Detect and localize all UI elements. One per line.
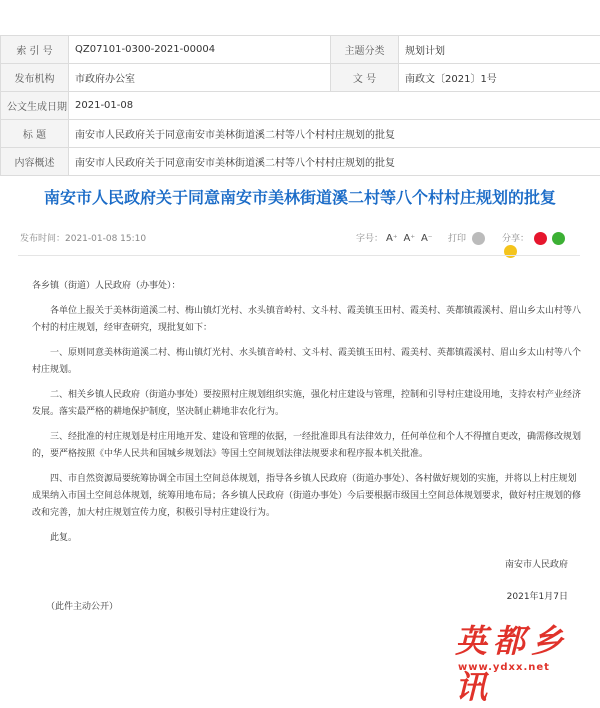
signer: 南安市人民政府 [505, 556, 568, 574]
paragraph: 四、市自然资源局要统筹协调全市国土空间总体规划，指导各乡镇人民政府（街道办事处）、各村做好规划的实施，并将以上村庄规划成果纳入市国土空间总体规划，统筹用地布局；各乡镇人民政府（街道办事处）今后要根据市级国土空间总体规划要求，做好村庄规划的修改和完善，加大村庄规划宣传力度，积极引导村庄建设行为。 [32, 471, 584, 522]
watermark-logo: 英都乡讯 [455, 616, 600, 708]
article-info-bar [20, 227, 580, 247]
printer-icon [472, 232, 485, 245]
wechat-icon[interactable] [552, 232, 565, 245]
paragraph: 一、原则同意美林街道溪二村、梅山镇灯光村、水头镇音岭村、文斗村、霞美镇玉田村、霞美村、英都镇霞溪村、眉山乡太山村等八个村庄规划。 [32, 345, 584, 379]
meta-row-date [1, 92, 600, 120]
share-label: 分享： [502, 234, 529, 244]
summary-label: 内容概述 [1, 148, 69, 176]
weibo-icon[interactable] [534, 232, 547, 245]
subject-value: 南安市人民政府关于同意南安市美林街道溪二村等八个村村庄规划的批复 [69, 120, 600, 148]
public-note: （此件主动公开） [46, 599, 118, 612]
category-value: 规划计划 [399, 36, 600, 64]
font-size-medium-button[interactable]: A [403, 233, 410, 244]
summary-value: 南安市人民政府关于同意南安市美林街道溪二村等八个村村庄规划的批复 [69, 148, 600, 176]
font-size-small-button[interactable]: A [421, 233, 428, 244]
qzone-icon[interactable] [504, 245, 517, 258]
font-size-label: 字号： [356, 234, 383, 244]
font-size-large-button[interactable]: A [386, 233, 393, 244]
salutation: 各乡镇（街道）人民政府（办事处）： [32, 278, 584, 295]
subject-label: 标 题 [1, 120, 69, 148]
paragraph: 各单位上报关于美林街道溪二村、梅山镇灯光村、水头镇音岭村、文斗村、霞美镇玉田村、霞美村、英都镇霞溪村、眉山乡太山村等八个村的村庄规划，经审查研究，现批复如下： [32, 303, 584, 337]
index-label: 索 引 号 [1, 36, 69, 64]
article-title: 南安市人民政府关于同意南安市美林街道溪二村等八个村村庄规划的批复 [0, 185, 600, 208]
signature-block [505, 556, 568, 606]
font-size-controls: 字号： A⁺ A⁺ A⁻ [356, 231, 433, 244]
meta-row-index [1, 36, 600, 64]
article-body [32, 278, 584, 555]
document-info-table [0, 35, 600, 176]
date-value: 2021-01-08 [69, 92, 600, 120]
title-divider [18, 255, 580, 256]
paragraph: 三、经批准的村庄规划是村庄用地开发、建设和管理的依据，一经批准即具有法律效力，任何单位和个人不得擅自更改，确需修改规划的，要严格按照《中华人民共和国城乡规划法》等国土空间规划法律法规要求和程序报本机关批准。 [32, 429, 584, 463]
closing: 此复。 [32, 530, 584, 547]
sign-date: 2021年1月7日 [505, 588, 568, 606]
meta-row-subject [1, 120, 600, 148]
meta-row-issuer [1, 64, 600, 92]
watermark-url: www.ydxx.net [458, 662, 550, 673]
index-value: QZ07101-0300-2021-00004 [69, 36, 331, 64]
issuer-label: 发布机构 [1, 64, 69, 92]
docno-value: 南政文〔2021〕1号 [399, 64, 600, 92]
print-button[interactable] [448, 231, 485, 245]
share-controls [502, 231, 580, 258]
print-label: 打印 [448, 234, 466, 244]
meta-row-summary [1, 148, 600, 176]
date-label: 公文生成日期 [1, 92, 69, 120]
docno-label: 文 号 [331, 64, 399, 92]
category-label: 主题分类 [331, 36, 399, 64]
issuer-value: 市政府办公室 [69, 64, 331, 92]
paragraph: 二、相关乡镇人民政府（街道办事处）要按照村庄规划组织实施，强化村庄建设与管理，控制和引导村庄建设用地，支持农村产业经济发展。落实最严格的耕地保护制度，坚决制止耕地非农化行为。 [32, 387, 584, 421]
publish-time: 发布时间：2021-01-08 15:10 [20, 231, 146, 244]
